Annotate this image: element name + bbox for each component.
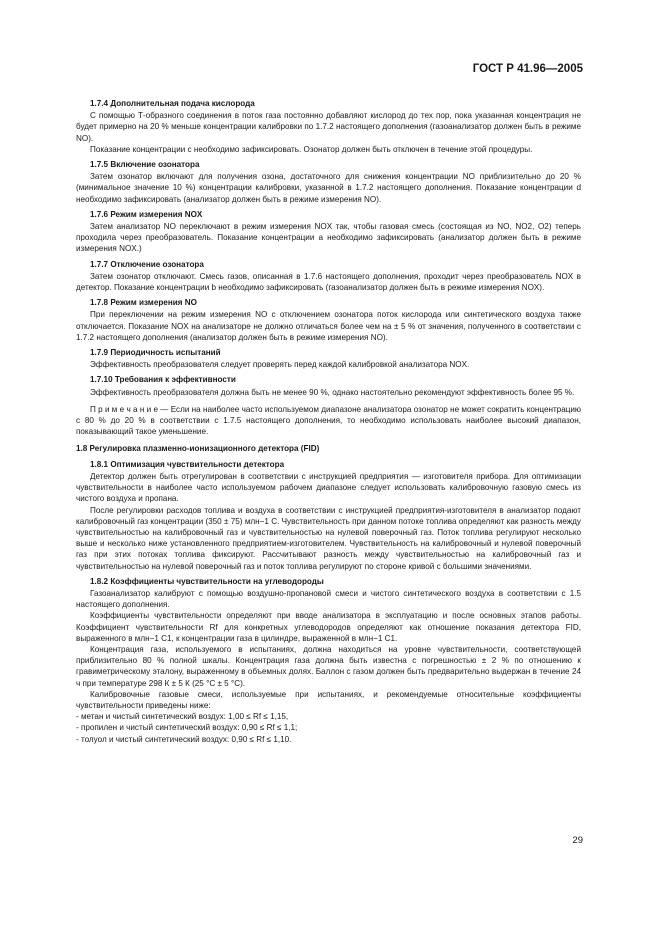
- heading-1-7-7: 1.7.7 Отключение озонатора: [90, 259, 204, 269]
- note: П р и м е ч а н и е — Если на наиболее часто используемом диапазоне анализатора озонатор не может сократить концентрацию с 80 % до 20 % в соответствии с 1.7.5 настоящего дополнения, то необходимо использовать наиболее высокий диапазон, показывающий такое уменьшение.: [76, 404, 581, 437]
- paragraph: При переключении на режим измерения NO с отключением озонатора поток кислорода или синтетического воздуха также отключается. Показание NOX на анализаторе не должно отличаться более чем на ± 5 % от значения, полученного в соответствии с 1.7.2 настоящего дополнения (анализатор должен быть в режиме измерения NO).: [76, 310, 581, 342]
- paragraph: Эффективность преобразователя должна быть не менее 90 %, однако настоятельно рекомендуют эффективность более 95 %.: [90, 387, 575, 397]
- paragraph: После регулировки расходов топлива и воздуха в соответствии с инструкцией предприятия-изготовителя в анализатор подают калибровочный газ концентрации (350 ± 75) млн−1 С. Чувствительность при данном потоке топлива определяют как разность между чувствительностью на калибровочный газ и чувствительностью на нулевой поверочный газ. Поток топлива регулируют несколько выше и несколько ниже установленного предприятием-изготовителем. Чувствительность на калибровочный и нулевой поверочный газ при этих потоках топлива фиксируют. Рассчитывают разность между чувствительностью на калибровочный газ и чувствительностью на нулевой поверочный газ и поток топлива регулируют по стороне кривой с большими значениями.: [76, 505, 581, 571]
- paragraph: Газоанализатор калибруют с помощью воздушно-пропановой смеси и чистого синтетического воздуха в соответствии с 1.5 настоящего дополнения.: [76, 588, 581, 610]
- paragraph: Концентрация газа, используемого в испытаниях, должна находиться на уровне чувствительности, соответствующей приблизительно 80 % полной шкалы. Концентрация газа должна быть известна с погрешностью ± 2 % по отношению к гравиметрическому эталону, выраженному в объемных долях. Баллон с газом должен быть предварительно выдержан в течение 24 ч при температуре 298 К ± 5 К (25 °С ± 5 °С).: [76, 644, 581, 688]
- list-item: - метан и чистый синтетический воздух: 1,00 ≤ Rf ≤ 1,15,: [76, 712, 289, 722]
- paragraph: Затем озонатор включают для получения озона, достаточного для снижения концентрации NO приблизительно до 20 % (минимальное значение 10 %) концентрации калибровки, указанной в 1.7.2 настоящего дополнения. Показание концентрации d необходимо зафиксировать (анализатор должен быть в режиме измерения NO).: [76, 172, 581, 204]
- heading-1-7-4: 1.7.4 Дополнительная подача кислорода: [90, 99, 255, 108]
- list-item: - толуол и чистый синтетический воздух: 0,90 ≤ Rf ≤ 1,10.: [76, 734, 292, 744]
- list-item: - пропилен и чистый синтетический воздух: 0,90 ≤ Rf ≤ 1,1;: [76, 723, 298, 733]
- paragraph: С помощью Т-образного соединения в поток газа постоянно добавляют кислород до тех пор, пока указанная концентрация не будет примерно на 20 % меньше концентрации калибровки по 1.7.2 настоящего дополнения (газоанализатор должен быть в режиме NO).: [76, 111, 581, 143]
- heading-1-7-8: 1.7.8 Режим измерения NO: [90, 298, 197, 308]
- paragraph: Затем анализатор NO переключают в режим измерения NOX так, чтобы газовая смесь (состоящая из NO, NO2, O2) теперь проходила через преобразователь. Показание концентрации a необходимо зафиксировать (анализатор должен быть в режиме измерения NOX.): [76, 222, 581, 254]
- heading-1-8-1: 1.8.1 Оптимизация чувствительности детектора: [90, 459, 285, 469]
- paragraph: Показание концентрации с необходимо зафиксировать. Озонатор должен быть отключен в течение этой процедуры.: [90, 144, 533, 154]
- heading-1-7-5: 1.7.5 Включение озонатора: [90, 160, 200, 170]
- heading-1-8-2: 1.8.2 Коэффициенты чувствительности на углеводороды: [90, 576, 324, 586]
- document-body: [76, 94, 581, 745]
- paragraph: Детектор должен быть отрегулирован в соответствии с инструкцией предприятия — изготовителя прибора. Для оптимизации чувствительности в наиболее часто используемом рабочем диапазоне следует использовать калибровочную газовую смесь из чистого воздуха и пропана.: [76, 471, 581, 504]
- paragraph: Калибровочные газовые смеси, используемые при испытаниях, и рекомендуемые относительные коэффициенты чувствительности приведены ниже:: [76, 689, 581, 710]
- paragraph: Коэффициенты чувствительности определяют при вводе анализатора в эксплуатацию и после основных этапов работы. Коэффициент чувствительности Rf для конкретных углеводородов определяют как отношение показания детектора FID, выраженного в млн−1 С1, к концентрации газа в цилиндре, выраженной в млн−1 С1.: [76, 611, 581, 643]
- section-heading-1-8: 1.8 Регулировка плазменно-ионизационного детектора (FID): [76, 444, 320, 454]
- paragraph: Эффективность преобразователя следует проверять перед каждой калибровкой анализатора NOX.: [90, 360, 470, 370]
- heading-1-7-6: 1.7.6 Режим измерения NOX: [90, 209, 203, 219]
- page-number: 29: [572, 835, 583, 846]
- heading-1-7-10: 1.7.10 Требования к эффективности: [90, 375, 236, 385]
- document-code-header: ГОСТ Р 41.96—2005: [472, 63, 583, 75]
- paragraph: Затем озонатор отключают. Смесь газов, описанная в 1.7.6 настоящего дополнения, проходит через преобразователь NOX в детектор. Показание концентрации b необходимо зафиксировать (газоанализатор должен быть в режиме измерения NOX).: [76, 271, 581, 293]
- heading-1-7-9: 1.7.9 Периодичность испытаний: [90, 348, 221, 358]
